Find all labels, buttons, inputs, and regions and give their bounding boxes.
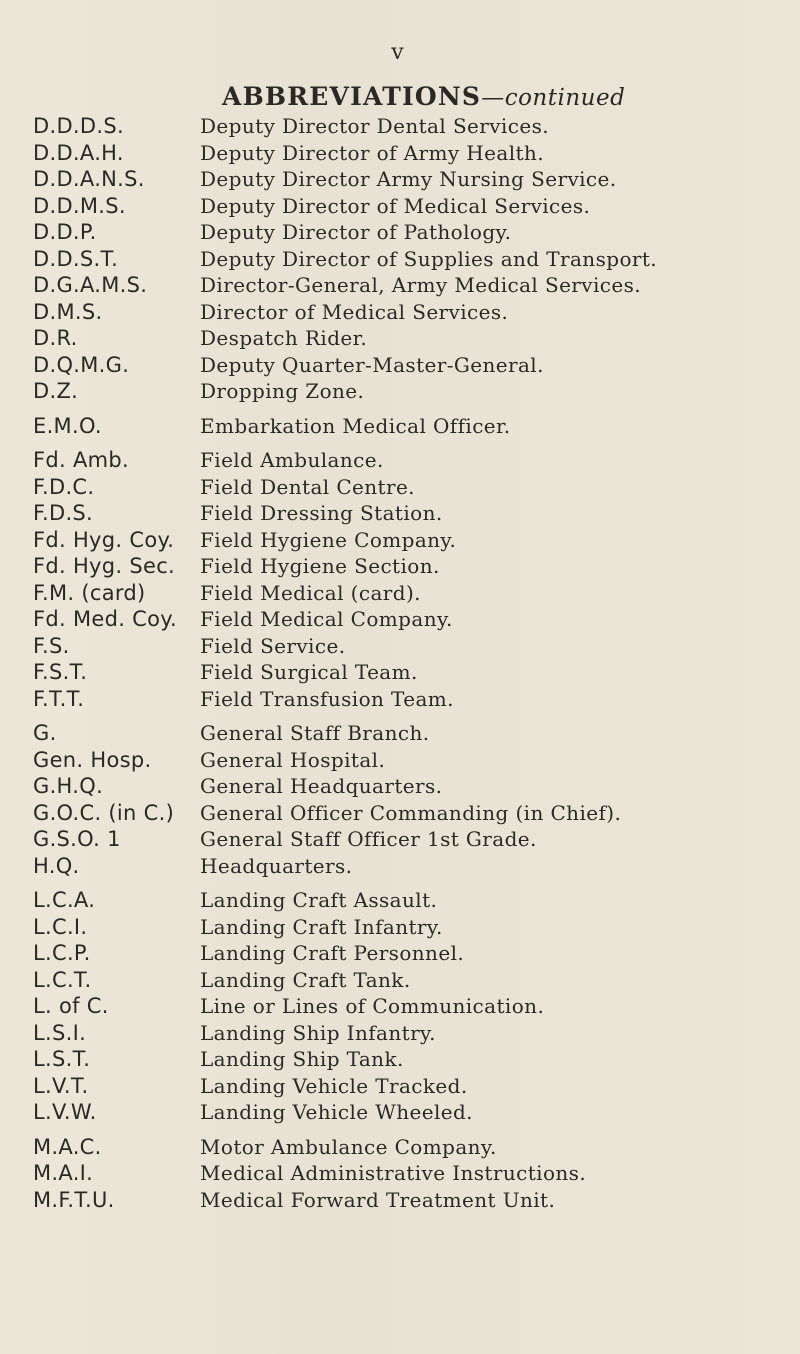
abbreviation-term: M.A.I. (33, 1161, 94, 1185)
abbreviation-definition: Deputy Quarter-Master-General. (200, 352, 544, 377)
abbreviation-definition: Field Medical (card). (200, 580, 421, 605)
abbreviation-row (0, 114, 800, 141)
abbreviation-row (0, 1100, 800, 1127)
abbreviation-row (0, 721, 800, 748)
abbreviation-row (0, 448, 800, 475)
abbreviation-term: D.Q.M.G. (33, 352, 130, 377)
abbreviation-term: F.T.T. (33, 686, 85, 711)
abbreviation-term: D.D.A.N.S. (33, 167, 145, 191)
abbreviation-definition: Field Hygiene Section. (200, 554, 440, 578)
abbreviation-definition: General Staff Officer 1st Grade. (200, 827, 537, 851)
heading-continued: —continued (481, 85, 626, 111)
abbreviation-definition: Landing Craft Personnel. (200, 941, 465, 965)
abbreviation-row (0, 968, 800, 995)
abbreviation-group (0, 114, 800, 406)
heading-title: ABBREVIATIONS (222, 82, 482, 111)
abbreviation-row (0, 1021, 800, 1048)
abbreviation-definition: Despatch Rider. (200, 326, 368, 350)
abbreviation-term: G.H.Q. (33, 774, 104, 798)
abbreviation-row (0, 581, 800, 608)
abbreviation-row (0, 915, 800, 942)
abbreviation-term: Fd. Hyg. Coy. (33, 527, 175, 552)
abbreviation-group (0, 888, 800, 1127)
abbreviation-term: D.Z. (33, 379, 79, 403)
abbreviation-definition: Director of Medical Services. (200, 299, 509, 324)
abbreviation-row (0, 607, 800, 634)
abbreviation-row (0, 827, 800, 854)
abbreviation-row (0, 1135, 800, 1162)
abbreviation-term: L.C.P. (33, 941, 91, 965)
abbreviation-row (0, 888, 800, 915)
abbreviation-row (0, 1161, 800, 1188)
abbreviation-group (0, 414, 800, 441)
abbreviation-definition: Landing Vehicle Tracked. (200, 1073, 468, 1098)
abbreviation-term: Fd. Amb. (33, 448, 129, 472)
abbreviation-definition: Field Transfusion Team. (200, 686, 454, 711)
abbreviation-term: L.S.I. (33, 1020, 87, 1045)
abbreviation-term: Gen. Hosp. (33, 747, 152, 772)
abbreviation-term: D.D.D.S. (33, 114, 124, 138)
abbreviation-term: D.G.A.M.S. (33, 273, 148, 297)
abbreviation-definition: Field Dental Centre. (200, 474, 415, 499)
abbreviation-term: L.C.T. (33, 967, 92, 992)
abbreviation-group (0, 721, 800, 880)
abbreviation-row (0, 1074, 800, 1101)
abbreviation-row (0, 1047, 800, 1074)
abbreviation-term: F.D.S. (33, 501, 94, 525)
abbreviation-definition: General Hospital. (200, 747, 386, 772)
abbreviation-term: D.D.M.S. (33, 193, 126, 218)
abbreviation-definition: Field Dressing Station. (200, 501, 443, 525)
abbreviation-definition: Deputy Director of Medical Services. (200, 193, 591, 218)
abbreviation-definition: Deputy Director of Army Health. (200, 140, 544, 165)
abbreviation-term: L.S.T. (33, 1047, 91, 1071)
abbreviation-definition: Motor Ambulance Company. (200, 1134, 497, 1159)
abbreviation-row (0, 326, 800, 353)
abbreviation-term: L.V.T. (33, 1073, 89, 1098)
abbreviation-term: M.F.T.U. (33, 1187, 115, 1212)
abbreviation-term: Fd. Med. Coy. (33, 607, 177, 631)
abbreviation-term: L.V.W. (33, 1100, 97, 1124)
abbreviation-row (0, 854, 800, 881)
abbreviation-definition: Landing Craft Assault. (200, 888, 438, 912)
abbreviation-definition: Deputy Director Dental Services. (200, 114, 549, 138)
abbreviation-term: G. (33, 721, 57, 745)
abbreviation-term: F.D.C. (33, 474, 95, 499)
abbreviation-definition: Field Ambulance. (200, 448, 384, 472)
abbreviation-term: F.S. (33, 633, 70, 658)
abbreviation-term: D.D.P. (33, 220, 97, 244)
abbreviation-term: D.M.S. (33, 299, 103, 324)
abbreviation-row (0, 194, 800, 221)
abbreviation-row (0, 687, 800, 714)
abbreviation-term: D.D.S.T. (33, 246, 119, 271)
abbreviation-row (0, 1188, 800, 1215)
abbreviation-definition: Dropping Zone. (200, 379, 365, 403)
abbreviation-term: G.O.C. (in C.) (33, 800, 175, 825)
abbreviation-term: F.S.T. (33, 660, 88, 684)
abbreviation-row (0, 247, 800, 274)
abbreviation-term: G.S.O. 1 (33, 827, 121, 851)
abbreviation-group (0, 1135, 800, 1215)
abbreviation-term: L.C.A. (33, 888, 96, 912)
abbreviation-row (0, 475, 800, 502)
abbreviation-row (0, 748, 800, 775)
abbreviation-row (0, 273, 800, 300)
abbreviation-definition: Field Medical Company. (200, 607, 453, 631)
abbreviation-term: L. of C. (33, 994, 109, 1018)
abbreviation-term: Fd. Hyg. Sec. (33, 554, 176, 578)
abbreviation-definition: Deputy Director Army Nursing Service. (200, 167, 617, 191)
abbreviation-row (0, 634, 800, 661)
abbreviation-definition: Headquarters. (200, 853, 353, 878)
abbreviation-definition: Deputy Director of Pathology. (200, 220, 512, 244)
abbreviation-row (0, 501, 800, 528)
abbreviation-row (0, 141, 800, 168)
abbreviation-term: H.Q. (33, 853, 80, 878)
abbreviation-definition: Landing Ship Infantry. (200, 1020, 436, 1045)
abbreviation-row (0, 941, 800, 968)
abbreviation-term: M.A.C. (33, 1134, 102, 1159)
abbreviation-definition: Medical Administrative Instructions. (200, 1161, 587, 1185)
abbreviation-term: L.C.I. (33, 914, 88, 939)
abbreviation-row (0, 300, 800, 327)
abbreviation-row (0, 414, 800, 441)
abbreviation-definition: Landing Ship Tank. (200, 1047, 404, 1071)
abbreviation-definition: Deputy Director of Supplies and Transport. (200, 246, 658, 271)
abbreviation-term: E.M.O. (33, 413, 102, 438)
abbreviation-group (0, 448, 800, 713)
abbreviation-definition: Embarkation Medical Officer. (200, 413, 511, 438)
abbreviation-definition: Landing Craft Tank. (200, 967, 411, 992)
abbreviation-definition: Field Hygiene Company. (200, 527, 457, 552)
abbreviation-definition: Field Service. (200, 633, 346, 658)
abbreviation-row (0, 220, 800, 247)
abbreviation-list (0, 114, 800, 1222)
abbreviation-definition: Director-General, Army Medical Services. (200, 273, 642, 297)
abbreviation-row (0, 379, 800, 406)
abbreviation-definition: Line or Lines of Communication. (200, 994, 545, 1018)
abbreviation-row (0, 167, 800, 194)
abbreviation-row (0, 801, 800, 828)
abbreviation-term: D.D.A.H. (33, 140, 124, 165)
abbreviation-definition: General Officer Commanding (in Chief). (200, 800, 622, 825)
abbreviation-row (0, 660, 800, 687)
abbreviation-row (0, 353, 800, 380)
abbreviation-definition: Landing Craft Infantry. (200, 914, 443, 939)
abbreviation-definition: Landing Vehicle Wheeled. (200, 1100, 473, 1124)
abbreviation-definition: General Staff Branch. (200, 721, 430, 745)
page-number: v (391, 40, 405, 65)
abbreviation-row (0, 994, 800, 1021)
abbreviation-term: D.R. (33, 326, 78, 350)
abbreviation-row (0, 554, 800, 581)
abbreviation-row (0, 528, 800, 555)
abbreviation-definition: Field Surgical Team. (200, 660, 418, 684)
abbreviation-definition: General Headquarters. (200, 774, 443, 798)
abbreviation-row (0, 774, 800, 801)
page-heading (222, 82, 782, 111)
abbreviation-definition: Medical Forward Treatment Unit. (200, 1187, 556, 1212)
abbreviation-term: F.M. (card) (33, 580, 146, 605)
